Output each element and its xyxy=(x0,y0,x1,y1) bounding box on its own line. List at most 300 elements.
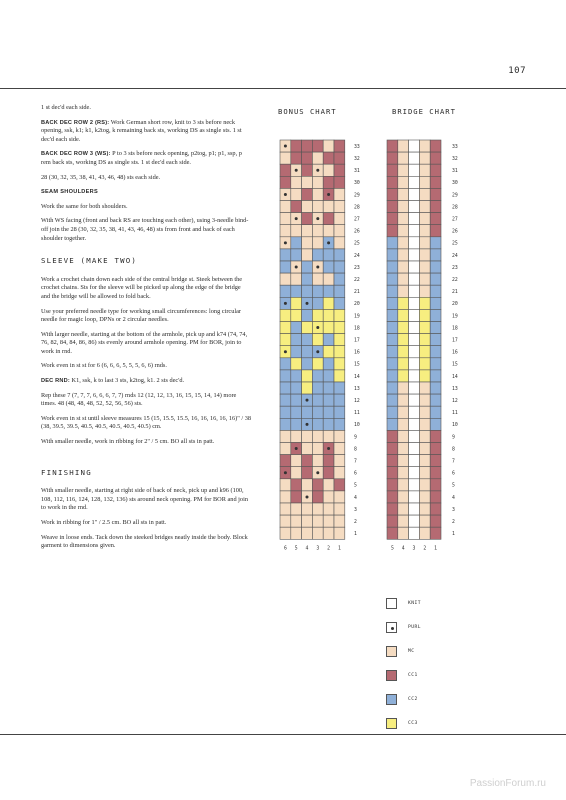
bonus-chart-cell xyxy=(302,322,313,334)
bonus-chart-cell xyxy=(302,467,313,479)
bridge-chart-cell xyxy=(430,406,441,418)
bridge-chart-cell xyxy=(419,164,430,176)
bonus-chart-cell xyxy=(323,322,334,334)
bridge-chart-cell xyxy=(398,382,409,394)
bonus-chart-row-label: 1 xyxy=(354,532,357,538)
bridge-chart-row-label: 33 xyxy=(452,144,458,150)
bridge-chart-cell xyxy=(409,346,420,358)
bonus-chart-cell xyxy=(323,527,334,539)
bridge-chart-cell xyxy=(387,430,398,442)
bonus-chart-cell xyxy=(291,394,302,406)
bonus-chart-row-label: 15 xyxy=(354,362,360,368)
bridge-chart-row-label: 18 xyxy=(452,326,458,332)
bridge-chart-cell xyxy=(387,188,398,200)
bridge-chart-row-label: 2 xyxy=(452,519,455,525)
bridge-chart-cell xyxy=(387,455,398,467)
bonus-chart-cell xyxy=(302,249,313,261)
bridge-chart-cell xyxy=(430,176,441,188)
bonus-chart-cell xyxy=(312,443,323,455)
bonus-chart-cell xyxy=(334,515,345,527)
purl-dot-icon xyxy=(284,145,287,148)
bonus-chart-cell xyxy=(280,358,291,370)
bonus-chart-cell xyxy=(334,176,345,188)
bridge-chart-cell xyxy=(419,430,430,442)
bonus-chart-row-label: 16 xyxy=(354,350,360,356)
bonus-chart-cell xyxy=(280,503,291,515)
bonus-chart-cell xyxy=(280,273,291,285)
paragraph: Work even in st st until sleeve measures 15 (15, 15.5, 15.5, 16, 16, 16, 16, 16)" / 38 (38, 39.5, 39.5, 40.5, 40.5, 40.5, 40.5, 40.5) cm. xyxy=(41,414,252,431)
bridge-chart-cell xyxy=(398,152,409,164)
bridge-chart-cell xyxy=(398,176,409,188)
step-label: BACK DEC ROW 2 (RS): xyxy=(41,119,110,126)
bridge-chart-cell xyxy=(387,237,398,249)
bonus-chart-cell xyxy=(291,273,302,285)
bonus-chart-cell xyxy=(302,213,313,225)
purl-dot-icon xyxy=(295,169,298,172)
bridge-chart-cell xyxy=(419,515,430,527)
bonus-chart-cell xyxy=(323,176,334,188)
bridge-chart-cell xyxy=(398,443,409,455)
bonus-chart-cell xyxy=(302,430,313,442)
bonus-chart-cell xyxy=(312,309,323,321)
bridge-chart-cell xyxy=(387,382,398,394)
bonus-chart-cell xyxy=(280,527,291,539)
legend-label: CC3 xyxy=(408,721,418,726)
bonus-chart-cell xyxy=(334,309,345,321)
page-number: 107 xyxy=(508,66,526,76)
bridge-chart-cell xyxy=(398,430,409,442)
bonus-chart-cell xyxy=(334,491,345,503)
bonus-chart-row-label: 18 xyxy=(354,326,360,332)
bridge-chart-col-label: 5 xyxy=(390,546,394,552)
bonus-chart-row-label: 19 xyxy=(354,314,360,320)
bridge-chart-col-label: 1 xyxy=(434,546,438,552)
bonus-chart-cell xyxy=(323,285,334,297)
bonus-chart-title: BONUS CHART xyxy=(278,107,337,116)
bonus-chart-cell xyxy=(334,322,345,334)
bonus-chart-cell xyxy=(323,503,334,515)
bonus-chart-cell xyxy=(312,455,323,467)
bridge-chart-col-label: 2 xyxy=(423,546,427,552)
bridge-chart-cell xyxy=(419,188,430,200)
bridge-chart-cell xyxy=(409,382,420,394)
bridge-chart-cell xyxy=(409,201,420,213)
bonus-chart-cell xyxy=(302,406,313,418)
bonus-chart-cell xyxy=(334,201,345,213)
bridge-chart-cell xyxy=(419,334,430,346)
bridge-chart-row-label: 28 xyxy=(452,205,458,211)
bonus-chart-cell xyxy=(280,515,291,527)
bridge-chart-cell xyxy=(419,503,430,515)
bonus-chart-cell xyxy=(312,382,323,394)
legend-label: KNIT xyxy=(408,601,422,606)
bonus-chart-cell xyxy=(334,334,345,346)
paragraph: Rep these 7 (7, 7, 7, 6, 6, 6, 7, 7) rnds 12 (12, 12, 13, 16, 15, 15, 14, 14) more times. 48 (48, 48, 48, 52, 52, 56, 56) sts. xyxy=(41,391,237,408)
paragraph: With WS facing (front and back RS are touching each other), using 3-needle bind-off join the 28 (30, 32, 35, 38, 41, 43, 46, 48) sts from front and back of each shoulder together. xyxy=(41,217,249,242)
bonus-chart-cell xyxy=(291,309,302,321)
bridge-chart-row-label: 12 xyxy=(452,398,458,404)
purl-dot-icon xyxy=(284,193,287,196)
bridge-chart-cell xyxy=(387,164,398,176)
purl-dot-icon xyxy=(295,217,298,220)
bridge-chart-cell xyxy=(387,358,398,370)
bonus-chart-cell xyxy=(323,455,334,467)
bonus-chart-grid xyxy=(280,140,360,551)
bonus-chart-cell xyxy=(302,285,313,297)
bridge-chart-cell xyxy=(409,249,420,261)
blank-square-icon xyxy=(386,598,397,609)
bonus-chart-row-label: 17 xyxy=(354,338,360,344)
paragraph: With smaller needle, starting at right side of back of neck, pick up and k96 (100, 108, 112, 116, 124, 128, 132, 136) sts around neck opening. PM for BOR and join to work in the rnd. xyxy=(41,487,248,512)
bridge-chart-cell xyxy=(398,201,409,213)
bridge-chart-cell xyxy=(398,491,409,503)
bonus-chart-cell xyxy=(302,443,313,455)
bridge-chart-row-label: 11 xyxy=(452,411,458,417)
bridge-chart-row-label: 32 xyxy=(452,156,458,162)
bonus-chart-cell xyxy=(334,527,345,539)
bridge-chart-cell xyxy=(409,285,420,297)
purl-dot-icon xyxy=(295,266,298,269)
bridge-chart-cell xyxy=(419,443,430,455)
bonus-chart-cell xyxy=(280,418,291,430)
bridge-chart-cell xyxy=(419,237,430,249)
bonus-chart-cell xyxy=(312,491,323,503)
bonus-chart-cell xyxy=(302,515,313,527)
bonus-chart-cell xyxy=(291,455,302,467)
bridge-chart-cell xyxy=(430,140,441,152)
bridge-chart-cell xyxy=(387,467,398,479)
bridge-chart-cell xyxy=(409,309,420,321)
bonus-chart-row-label: 31 xyxy=(354,169,360,175)
bridge-chart-grid xyxy=(387,140,458,551)
bridge-chart-cell xyxy=(398,261,409,273)
bonus-chart-cell xyxy=(280,491,291,503)
bridge-chart-cell xyxy=(398,213,409,225)
bridge-chart-cell xyxy=(430,152,441,164)
bridge-chart-row-label: 24 xyxy=(452,253,458,259)
purl-dot-icon xyxy=(316,266,319,269)
purl-dot-icon xyxy=(284,471,287,474)
bonus-chart-row-label: 8 xyxy=(354,447,357,453)
bonus-chart-cell xyxy=(334,358,345,370)
bridge-chart-cell xyxy=(387,394,398,406)
bridge-chart-cell xyxy=(387,346,398,358)
bridge-chart-row-label: 16 xyxy=(452,350,458,356)
bridge-chart-cell xyxy=(430,164,441,176)
bridge-chart-cell xyxy=(419,225,430,237)
bonus-chart-cell xyxy=(312,201,323,213)
paragraph: 28 (30, 32, 35, 38, 41, 43, 46, 48) sts each side. xyxy=(41,173,161,181)
bridge-chart-cell xyxy=(398,285,409,297)
bonus-chart-cell xyxy=(312,394,323,406)
bonus-chart-row-label: 12 xyxy=(354,398,360,404)
bridge-chart-cell xyxy=(387,273,398,285)
bridge-chart-cell xyxy=(387,213,398,225)
bridge-chart-cell xyxy=(419,261,430,273)
bonus-chart-row-label: 21 xyxy=(354,290,360,296)
bridge-chart-row-label: 5 xyxy=(452,483,455,489)
bonus-chart-cell xyxy=(302,140,313,152)
bonus-chart-cell xyxy=(302,503,313,515)
bonus-chart-cell xyxy=(280,455,291,467)
paragraph: Use your preferred needle type for working small circumferences: long circular needle for magic loop, DPNs or 2 circular needles. xyxy=(41,307,242,324)
bridge-chart-row-label: 1 xyxy=(452,532,455,538)
bridge-chart-cell xyxy=(430,201,441,213)
bonus-chart-cell xyxy=(280,406,291,418)
bonus-chart-row-label: 22 xyxy=(354,277,360,283)
bonus-chart-cell xyxy=(291,225,302,237)
bridge-chart-cell xyxy=(430,370,441,382)
bridge-chart-cell xyxy=(398,309,409,321)
bonus-chart-cell xyxy=(312,273,323,285)
bonus-chart-cell xyxy=(312,479,323,491)
bridge-chart-cell xyxy=(430,479,441,491)
bridge-chart-cell xyxy=(398,297,409,309)
bonus-chart-cell xyxy=(323,467,334,479)
bonus-chart-cell xyxy=(280,285,291,297)
bonus-chart-cell xyxy=(312,358,323,370)
bonus-chart-cell xyxy=(291,322,302,334)
bonus-chart-cell xyxy=(312,152,323,164)
bonus-chart-cell xyxy=(291,346,302,358)
bridge-chart-cell xyxy=(430,188,441,200)
bonus-chart-cell xyxy=(291,406,302,418)
bridge-chart-cell xyxy=(387,443,398,455)
purl-dot-icon xyxy=(327,193,330,196)
bridge-chart-cell xyxy=(398,225,409,237)
bonus-chart-cell xyxy=(280,225,291,237)
bridge-chart-cell xyxy=(398,322,409,334)
bridge-chart-cell xyxy=(409,455,420,467)
bridge-chart-cell xyxy=(398,334,409,346)
bridge-chart-cell xyxy=(419,285,430,297)
bridge-chart-cell xyxy=(419,394,430,406)
purl-dot-icon xyxy=(295,447,298,450)
bridge-chart-cell xyxy=(419,201,430,213)
bonus-chart-cell xyxy=(280,309,291,321)
bridge-chart-cell xyxy=(387,334,398,346)
bridge-chart-row-label: 15 xyxy=(452,362,458,368)
bonus-chart-cell xyxy=(302,346,313,358)
bonus-chart-cell xyxy=(291,479,302,491)
bonus-chart-cell xyxy=(312,430,323,442)
bridge-chart-cell xyxy=(398,140,409,152)
bridge-chart-cell xyxy=(398,467,409,479)
bonus-chart-cell xyxy=(334,164,345,176)
bonus-chart-cell xyxy=(312,406,323,418)
purl-dot-icon xyxy=(306,495,309,498)
cc2-swatch-icon xyxy=(386,694,397,705)
bonus-chart-cell xyxy=(334,346,345,358)
bonus-chart-row-label: 24 xyxy=(354,253,360,259)
bridge-chart-cell xyxy=(409,443,420,455)
purl-dot-icon xyxy=(327,241,330,244)
bonus-chart-row-label: 7 xyxy=(354,459,357,465)
bridge-chart-cell xyxy=(398,358,409,370)
bonus-chart-cell xyxy=(302,237,313,249)
bridge-chart-row-label: 29 xyxy=(452,193,458,199)
bridge-chart-cell xyxy=(387,176,398,188)
bridge-chart-cell xyxy=(398,394,409,406)
bonus-chart-cell xyxy=(323,309,334,321)
bridge-chart-cell xyxy=(409,213,420,225)
bonus-chart-cell xyxy=(302,188,313,200)
seam-shoulders-heading: SEAM SHOULDERS xyxy=(41,189,99,196)
bridge-chart-cell xyxy=(419,418,430,430)
bonus-chart-cell xyxy=(312,249,323,261)
bonus-chart-cell xyxy=(323,213,334,225)
bonus-chart-cell xyxy=(302,370,313,382)
bridge-chart-cell xyxy=(409,406,420,418)
bridge-chart-cell xyxy=(398,406,409,418)
bridge-chart-cell xyxy=(387,201,398,213)
bonus-chart-cell xyxy=(280,443,291,455)
purl-dot-icon xyxy=(306,399,309,402)
bonus-chart-cell xyxy=(291,285,302,297)
bonus-chart-cell xyxy=(291,188,302,200)
bonus-chart-cell xyxy=(302,176,313,188)
bridge-chart-cell xyxy=(387,285,398,297)
bonus-chart-cell xyxy=(291,176,302,188)
bonus-chart-cell xyxy=(334,418,345,430)
bonus-chart-cell xyxy=(323,201,334,213)
purl-dot-icon xyxy=(284,350,287,353)
bridge-chart-cell xyxy=(387,297,398,309)
bridge-chart-cell xyxy=(398,273,409,285)
purl-dot-icon xyxy=(316,350,319,353)
bridge-chart-cell xyxy=(430,273,441,285)
bridge-chart-cell xyxy=(430,467,441,479)
bonus-chart-cell xyxy=(312,140,323,152)
bonus-chart-cell xyxy=(323,515,334,527)
bridge-chart-cell xyxy=(398,515,409,527)
bonus-chart-cell xyxy=(334,225,345,237)
bridge-chart-cell xyxy=(409,467,420,479)
bridge-chart-cell xyxy=(409,503,420,515)
bridge-chart-cell xyxy=(430,213,441,225)
bonus-chart-cell xyxy=(323,382,334,394)
bridge-chart-row-label: 27 xyxy=(452,217,458,223)
bonus-chart-cell xyxy=(323,479,334,491)
bridge-chart-cell xyxy=(409,418,420,430)
bridge-chart-cell xyxy=(398,503,409,515)
bonus-chart-cell xyxy=(334,467,345,479)
bonus-chart-row-label: 3 xyxy=(354,507,357,513)
bridge-chart-cell xyxy=(409,322,420,334)
bonus-chart-cell xyxy=(323,152,334,164)
bridge-chart-row-label: 14 xyxy=(452,374,458,380)
bridge-chart-cell xyxy=(419,455,430,467)
bonus-chart-cell xyxy=(302,164,313,176)
bridge-chart-cell xyxy=(398,237,409,249)
bridge-chart-cell xyxy=(419,140,430,152)
bonus-chart-cell xyxy=(280,201,291,213)
bridge-chart-cell xyxy=(419,213,430,225)
purl-dot-icon xyxy=(327,447,330,450)
bridge-chart-cell xyxy=(430,322,441,334)
bonus-chart-cell xyxy=(302,261,313,273)
bridge-chart-cell xyxy=(430,418,441,430)
bridge-chart-cell xyxy=(419,297,430,309)
bridge-chart-cell xyxy=(387,249,398,261)
bonus-chart-cell xyxy=(323,370,334,382)
bonus-chart-cell xyxy=(280,176,291,188)
bonus-chart-cell xyxy=(302,309,313,321)
bonus-chart-cell xyxy=(334,285,345,297)
bonus-chart-cell xyxy=(323,261,334,273)
bridge-chart-cell xyxy=(430,394,441,406)
bonus-chart-cell xyxy=(334,406,345,418)
bridge-chart-row-label: 6 xyxy=(452,471,455,477)
step-text: Work German short row, knit to 3 sts before neck opening, ssk, k1; k1, k2tog, k remaining back sts, working DS as single sts. 1 st dec'd each side. xyxy=(41,118,242,143)
bridge-chart-cell xyxy=(430,225,441,237)
bridge-chart-cell xyxy=(398,188,409,200)
bridge-chart-cell xyxy=(419,370,430,382)
paragraph: Weave in loose ends. Tack down the steeked bridges neatly inside the body. Block garment to dimensions given. xyxy=(41,533,248,550)
bridge-chart-row-label: 10 xyxy=(452,423,458,429)
bonus-chart-col-label: 5 xyxy=(294,546,298,552)
bridge-chart-cell xyxy=(430,334,441,346)
sleeve-heading: SLEEVE (MAKE TWO) xyxy=(41,256,138,266)
bridge-chart-cell xyxy=(387,418,398,430)
bridge-chart-row-label: 31 xyxy=(452,169,458,175)
bonus-chart-cell xyxy=(323,164,334,176)
paragraph: Work a crochet chain down each side of the central bridge st. Steek between the crochet chains. Sts for the sleeve will be picked up along the edge of the bridge and the bridge will be allowed to fold back. xyxy=(41,275,243,300)
bridge-chart-row-label: 21 xyxy=(452,290,458,296)
bonus-chart-cell xyxy=(302,334,313,346)
bonus-chart-row-label: 27 xyxy=(354,217,360,223)
bonus-chart-col-label: 1 xyxy=(337,546,341,552)
bonus-chart-cell xyxy=(323,406,334,418)
bonus-chart-cell xyxy=(323,140,334,152)
bridge-chart-row-label: 30 xyxy=(452,181,458,187)
cc3-swatch-icon xyxy=(386,718,397,729)
bonus-chart-cell xyxy=(291,515,302,527)
bonus-chart-cell xyxy=(280,382,291,394)
bridge-chart-cell xyxy=(409,334,420,346)
bridge-chart-cell xyxy=(398,479,409,491)
bonus-chart-cell xyxy=(302,527,313,539)
bridge-chart-cell xyxy=(387,261,398,273)
bonus-chart-cell xyxy=(334,188,345,200)
paragraph: Work in ribbing for 1" / 2.5 cm. BO all sts in patt. xyxy=(41,519,167,526)
bonus-chart-cell xyxy=(302,201,313,213)
bonus-chart-cell xyxy=(334,479,345,491)
watermark: PassionForum.ru xyxy=(469,778,546,789)
bonus-chart-cell xyxy=(312,370,323,382)
bonus-chart-cell xyxy=(291,418,302,430)
bridge-chart-cell xyxy=(387,479,398,491)
bonus-chart-cell xyxy=(312,418,323,430)
bonus-chart-cell xyxy=(323,225,334,237)
purl-dot-icon xyxy=(316,326,319,329)
paragraph: 1 st dec'd each side. xyxy=(41,104,91,111)
bonus-chart-row-label: 5 xyxy=(354,483,357,489)
bridge-chart-cell xyxy=(430,430,441,442)
bonus-chart-cell xyxy=(291,370,302,382)
legend-label: CC2 xyxy=(408,697,418,702)
bonus-chart-cell xyxy=(323,273,334,285)
bonus-chart-cell xyxy=(291,503,302,515)
bonus-chart-cell xyxy=(280,370,291,382)
paragraph: Work even in st st for 6 (6, 6, 6, 5, 5, 5, 6, 6) rnds. xyxy=(41,362,167,370)
bridge-chart-cell xyxy=(409,164,420,176)
bridge-chart-cell xyxy=(419,176,430,188)
bridge-chart-cell xyxy=(430,503,441,515)
bonus-chart-cell xyxy=(280,249,291,261)
bonus-chart-cell xyxy=(312,176,323,188)
purl-dot-icon xyxy=(316,471,319,474)
